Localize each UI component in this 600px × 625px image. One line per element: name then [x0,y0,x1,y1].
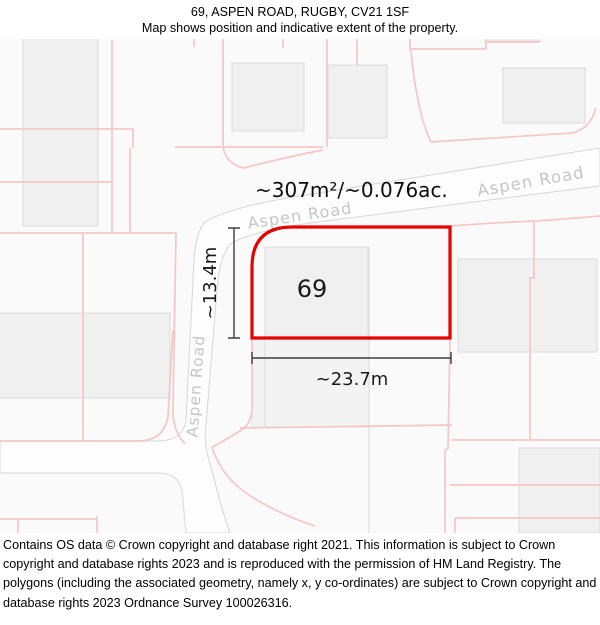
road-label-upper: Aspen Road [475,162,587,201]
building [23,39,98,226]
building [328,65,387,138]
building [503,68,585,123]
building [0,313,170,398]
building [485,39,540,41]
page-subtitle: Map shows position and indicative extent of the property. [141,21,459,35]
page-title: 69, ASPEN ROAD, RUGBY, CV21 1SF [190,5,410,19]
attribution-footer: Contains OS data © Crown copyright and database right 2021. This information is subject to Crown copyright and database rights 2023 and is reproduced with the permission of HM Land Registry. The polygons (including the associated geometry, namely x, y co-ordinates) are subject to Crown copyright and database rights 2023 Ordnance Survey 100026316. [0,533,600,613]
road-label-center: Aspen Road [246,198,354,233]
header [0,0,600,39]
width-dimension-label: ~23.7m [315,369,389,390]
height-dimension-label: ~13.4m [200,246,221,320]
building [458,259,597,352]
road-label-vertical: Aspen Road [183,334,209,438]
area-label: ~307m²/~0.076ac. [255,178,448,202]
property-map [0,39,600,533]
building [519,448,600,533]
plot-number-label: 69 [296,275,328,303]
map-canvas [0,39,600,533]
building [232,63,304,131]
